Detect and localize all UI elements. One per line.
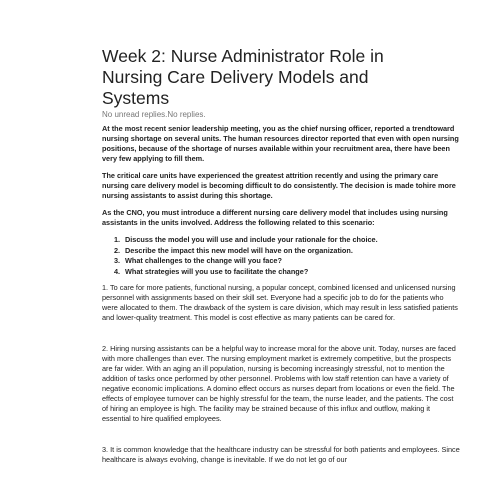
question-item: 4. What strategies will you use to facilitate the change? <box>114 266 309 276</box>
prompt-paragraph: As the CNO, you must introduce a different nursing care delivery model that includes using nursing assistants in the units involved. Address the following related to this scenario: <box>102 208 448 227</box>
prompt-paragraph: At the most recent senior leadership meeting, you as the chief nursing officer, reported a trendtoward nursing shortage on several units. The human resources director reported that even with open nursing positions, because of the shortage of nurses available within your recruitment area, there have been very few applying to fill them. <box>102 124 459 163</box>
answer-paragraph: 3. It is common knowledge that the healthcare industry can be stressful for both patients and employees. Since healthcare is always evolving, change is inevitable. If we do not let go of our <box>102 445 460 464</box>
page-title: Week 2: Nurse Administrator Role in Nursing Care Delivery Models and Systems <box>102 46 384 108</box>
replies-status: No unread replies.No replies. <box>102 110 206 119</box>
answer-paragraph: 2. Hiring nursing assistants can be a helpful way to increase moral for the above unit. Today, nurses are faced with more challenges than ever. The nursing employment market is extremely competitive, but the prospects are far wider. With an aging an ill population, nursing is becoming increasingly stressful, not to mention the addition of tasks once performed by other personnel. Problems with low staff retention can have a variety of negative economic implications. A domino effect occurs as nurses depart from locations or even the field. The effects of employee turnover can be highly stressful for the team, the nurse leader, and the patients. The cost of hiring an employee is high. The facility may be strained because of this influx and outflow, making it essential to hire qualified employees. <box>102 344 456 423</box>
question-item: 1. Discuss the model you will use and include your rationale for the choice. <box>114 235 378 244</box>
post-body <box>102 124 460 465</box>
prompt-paragraph: The critical care units have experienced the greatest attrition recently and using the primary care nursing care delivery model is becoming difficult to do consistently. The decision is made tohire more nursing assistants to assist during this shortage. <box>102 171 456 200</box>
answer-paragraph: 1. To care for more patients, functional nursing, a popular concept, combined licensed and unlicensed nursing personnel with assignments based on their skill set. Everyone had a specific job to do for the patients who were allocated to them. The drawback of the system is care division, which may result in less satisfied patients and lower-quality treatment. This model is cost effective as many patients can be cared for. <box>102 283 458 322</box>
question-item: 3. What challenges to the change will you face? <box>114 256 282 265</box>
question-list <box>102 235 460 277</box>
question-item: 2. Describe the impact this new model will have on the organization. <box>114 245 353 255</box>
